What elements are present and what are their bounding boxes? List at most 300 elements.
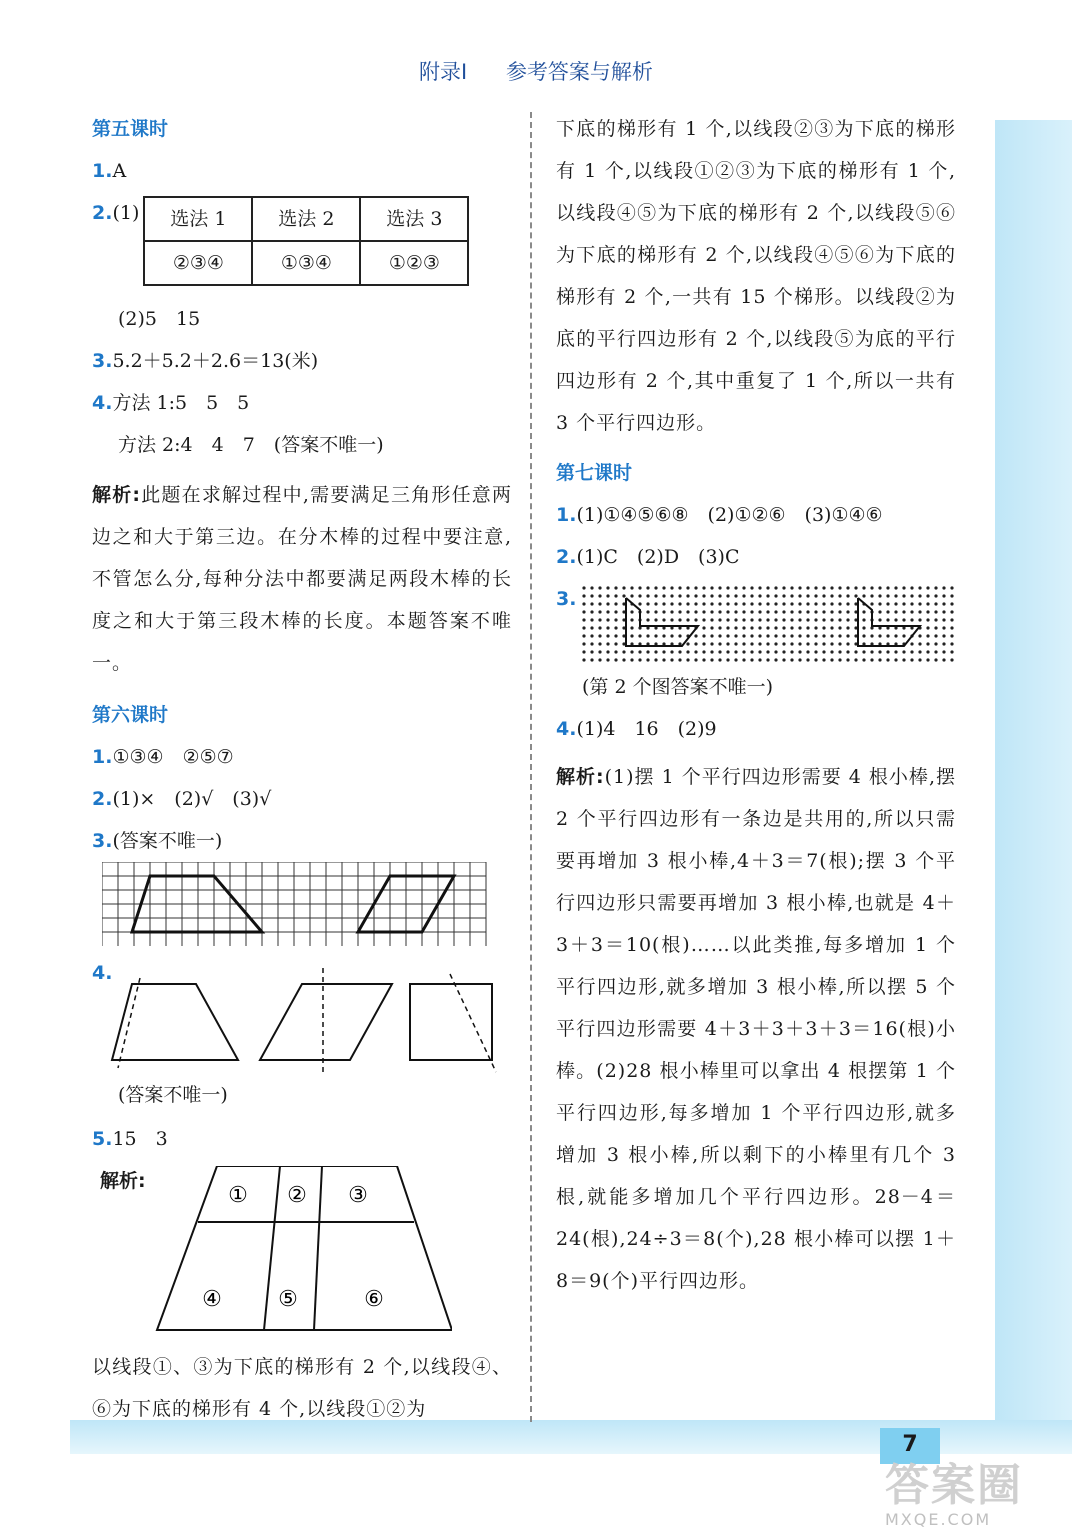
grid-dot [783,634,786,637]
grid-dot [583,626,586,629]
grid-dot [903,650,906,653]
grid-dot [791,618,794,621]
analysis-label: 解析: [92,484,142,506]
grid-dot [775,626,778,629]
grid-dot [911,610,914,613]
table-cell: ①②③ [360,241,468,285]
grid-dot [783,602,786,605]
question-number: 2. [92,788,113,810]
grid-dot [927,650,930,653]
grid-dot [751,650,754,653]
grid-dot [583,602,586,605]
grid-dot [895,634,898,637]
grid-dot [783,610,786,613]
grid-dot [799,594,802,597]
grid-dot [735,634,738,637]
grid-dot [655,594,658,597]
grid-dot [823,642,826,645]
grid-dot [743,634,746,637]
grid-dot [799,610,802,613]
grid-dot [615,626,618,629]
grid-dot [663,658,666,661]
grid-dot [711,602,714,605]
grid-dot [879,594,882,597]
grid-dot [759,626,762,629]
l6-question-2 [92,778,512,820]
grid-dot [607,618,610,621]
grid-dot [855,650,858,653]
header-title: 参考答案与解析 [505,60,653,84]
cut-shapes-diagram [92,964,512,1074]
answer-text: (1)× (2)√ (3)√ [112,788,272,810]
grid-dot [935,634,938,637]
grid-dot [751,634,754,637]
grid-dot [639,602,642,605]
grid-dot [711,626,714,629]
grid-dot [879,634,882,637]
question-number: 2. [92,202,113,224]
grid-dot [935,658,938,661]
grid-dot [591,618,594,621]
grid-dot [695,650,698,653]
grid-dot [583,658,586,661]
grid-dot [807,650,810,653]
section-title-lesson6: 第六课时 [92,704,169,726]
grid-dot [831,634,834,637]
grid-dot [591,610,594,613]
grid-dot [663,610,666,613]
grid-dot [607,650,610,653]
grid-dot [655,610,658,613]
sub-label: (1) [112,202,140,224]
l7-question-1 [556,494,956,536]
grid-dot [743,586,746,589]
grid-dot [791,602,794,605]
grid-dot [719,602,722,605]
question-number: 1. [92,746,113,768]
grid-dot [767,618,770,621]
grid-dot [735,586,738,589]
grid-dot [943,586,946,589]
grid-dot [847,626,850,629]
grid-dot [591,594,594,597]
grid-dot [839,602,842,605]
grid-dot [663,650,666,653]
grid-dot [847,618,850,621]
l5-question-4-line2: 方法 2:4 4 7 (答案不唯一) [118,434,384,456]
grid-dot [767,634,770,637]
grid-dot [911,594,914,597]
grid-dot [663,586,666,589]
grid-dot [759,602,762,605]
grid-dot [775,634,778,637]
grid-dot [727,642,730,645]
answer-text: ①③④ ②⑤⑦ [112,746,234,768]
grid-dot [751,626,754,629]
grid-dot [671,618,674,621]
l6-question-1 [92,736,512,778]
grid-dot [815,658,818,661]
analysis-label: 解析: [556,766,605,788]
grid-dot [767,586,770,589]
grid-dot [775,602,778,605]
grid-dot [839,634,842,637]
grid-dot [631,658,634,661]
answer-text: (1)C (2)D (3)C [576,546,740,568]
grid-dot [727,610,730,613]
grid-dot [759,642,762,645]
analysis-lesson5 [92,474,512,684]
grid-dot [727,626,730,629]
grid-dot [719,642,722,645]
grid-dot [863,586,866,589]
grid-dot [719,594,722,597]
grid-dot [799,602,802,605]
grid-dot [615,658,618,661]
grid-dot [719,634,722,637]
grid-dot [919,602,922,605]
grid-dot [735,650,738,653]
grid-dot [863,658,866,661]
grid-dot [919,618,922,621]
l5-question-3 [92,340,512,382]
grid-dot [839,642,842,645]
grid-dot [671,658,674,661]
grid-dot [623,658,626,661]
grid-dot [943,642,946,645]
grid-dot [807,634,810,637]
grid-dot [727,602,730,605]
grid-dot [903,634,906,637]
grid-dot [903,610,906,613]
grid-dot [767,658,770,661]
grid-dot [767,594,770,597]
grid-dot [583,586,586,589]
grid-dot [919,586,922,589]
analysis-lesson6-figure [92,1160,512,1340]
grid-dot [655,602,658,605]
grid-dot [615,634,618,637]
grid-dot [895,594,898,597]
grid-dot [695,610,698,613]
grid-dot [671,610,674,613]
grid-dot [583,642,586,645]
question-number: 3. [92,830,113,852]
grid-dot [791,650,794,653]
grid-dot [887,634,890,637]
grid-dot [703,610,706,613]
grid-dot [615,650,618,653]
grid-dot [615,610,618,613]
grid-dot [623,586,626,589]
grid-dot [839,650,842,653]
grid-dot [943,594,946,597]
grid-dot [903,586,906,589]
grid-dot [767,610,770,613]
table-cell: ②③④ [144,241,252,285]
grid-dot [767,650,770,653]
grid-dot [727,634,730,637]
trapezoid-regions-diagram [152,1166,452,1336]
grid-dot [583,634,586,637]
grid-dot [935,602,938,605]
grid-dot [919,594,922,597]
grid-dot [935,650,938,653]
region-label: ② [287,1183,307,1208]
grid-dot [687,586,690,589]
left-column [92,108,512,1430]
grid-dot [831,626,834,629]
grid-dot [935,610,938,613]
grid-dot [751,610,754,613]
grid-dot [679,650,682,653]
watermark-logo [885,1462,1065,1532]
grid-dot [847,650,850,653]
grid-dot [679,594,682,597]
grid-dot [879,658,882,661]
grid-dot [711,618,714,621]
grid-dot [703,650,706,653]
grid-dot [599,634,602,637]
answer-text: 15 3 [112,1128,168,1150]
analysis-lesson7 [556,756,956,1302]
grid-dot [695,602,698,605]
grid-dot [759,634,762,637]
grid-dot [623,594,626,597]
analysis-text: (1)摆 1 个平行四边形需要 4 根小棒,摆 2 个平行四边形有一条边是共用的,所以只需要再增加 3 根小棒,4＋3＝7(根);摆 3 个平行四边形只需要再增加 3 根小棒,也就是 4＋3＋3＝10(根)……以此类推,每多增加 1 个平行四边形,就多增加 3 根小棒,所以摆 5 个平行四边形需要 4＋3＋3＋3＋3＝16(根)小棒。(2)28 根小棒里可以拿出 4 根摆第 1 个平行四边形,每多增加 1 个平行四边形,就多增加 3 根小棒,所以剩下的小棒里有几个 3 根,就能多增加几个平行四边形。28－4＝24(根),24÷3＝8(个),28 根小棒可以摆 1＋8＝9(个)平行四边形。 [556,766,956,1292]
grid-dot [663,634,666,637]
grid-dot [935,626,938,629]
grid-dot [719,626,722,629]
grid-dot [807,594,810,597]
parallelogram-cut-shape [260,984,392,1060]
grid-dot [695,594,698,597]
grid-dot [855,658,858,661]
grid-dot [615,642,618,645]
l5-question-2 [92,192,512,286]
grid-dot [855,586,858,589]
grid-dot [751,618,754,621]
grid-dot [599,650,602,653]
region-label: ④ [202,1287,222,1312]
grid-dot [815,594,818,597]
grid-dot [591,634,594,637]
grid-dot [895,602,898,605]
grid-dot [743,626,746,629]
grid-dot [863,594,866,597]
grid-dot [679,586,682,589]
grid-dot [671,586,674,589]
grid-dot [591,586,594,589]
grid-dot [719,610,722,613]
grid-dot [847,586,850,589]
grid-dot [727,650,730,653]
grid-dot [919,634,922,637]
dot-grid-diagram [576,582,956,666]
grid-dot [719,586,722,589]
grid-dot [839,658,842,661]
l7-question-4 [556,708,956,750]
table-header: 选法 2 [252,197,360,241]
grid-dot [951,658,954,661]
grid-dot [903,618,906,621]
selection-table [143,196,469,286]
grid-dot [847,602,850,605]
grid-dot [743,610,746,613]
grid-dot [631,594,634,597]
grid-dot [647,618,650,621]
grid-dot [703,602,706,605]
grid-dot [823,586,826,589]
l7-question-3 [556,578,956,666]
grid-dot [791,658,794,661]
grid-dot [895,610,898,613]
right-column [556,108,956,1302]
grid-dot [583,594,586,597]
question-number: 4. [92,962,113,984]
grid-dot [863,626,866,629]
grid-dot [591,626,594,629]
grid-dot [743,594,746,597]
grid-dot [927,634,930,637]
grid-dot [743,602,746,605]
grid-dot [911,586,914,589]
grid-dot [895,586,898,589]
grid-dot [879,618,882,621]
question-number: 4. [556,718,577,740]
grid-dot [631,634,634,637]
answer-text: (1)①④⑤⑥⑧ (2)①②⑥ (3)①④⑥ [576,504,883,526]
question-number: 3. [92,350,113,372]
grid-dot [783,618,786,621]
grid-dot [807,602,810,605]
grid-dot [847,594,850,597]
page-number: 7 [880,1428,940,1464]
question-number: 5. [92,1128,113,1150]
grid-dot [687,594,690,597]
grid-dot [695,642,698,645]
grid-dot [607,610,610,613]
grid-dot [943,610,946,613]
grid-dot [839,586,842,589]
grid-dot [919,658,922,661]
grid-dot [711,658,714,661]
grid-dot [599,586,602,589]
grid-dot [775,650,778,653]
grid-dot [759,610,762,613]
grid-dot [607,602,610,605]
grid-dot [791,594,794,597]
grid-dot [935,618,938,621]
grid-dot [615,586,618,589]
l7-question-3-note: (第 2 个图答案不唯一) [582,676,773,698]
grid-dot [703,586,706,589]
grid-dot [831,610,834,613]
grid-dot [647,650,650,653]
grid-dot [935,642,938,645]
grid-dot [935,594,938,597]
grid-dot [847,610,850,613]
grid-dot [943,602,946,605]
grid-dot [839,626,842,629]
grid-dot [583,650,586,653]
grid-dot [935,586,938,589]
grid-dot [631,618,634,621]
grid-dot [631,586,634,589]
grid-dot [951,650,954,653]
grid-dot [823,602,826,605]
l6-question-4-note: (答案不唯一) [118,1084,228,1106]
grid-dot [951,602,954,605]
grid-dot [783,650,786,653]
grid-dot [671,634,674,637]
grid-dot [599,594,602,597]
grid-dot [631,610,634,613]
grid-dot [591,642,594,645]
grid-dot [791,642,794,645]
grid-dot [887,602,890,605]
grid-dot [807,610,810,613]
grid-dot [871,586,874,589]
grid-dot [751,658,754,661]
grid-dot [599,626,602,629]
grid-dot [943,626,946,629]
region-label: ⑤ [278,1287,298,1312]
column-divider [530,112,532,1422]
grid-dot [759,618,762,621]
dashed-cut-line [450,974,496,1072]
grid-dot [887,658,890,661]
grid-dot [807,586,810,589]
grid-dot [735,658,738,661]
grid-dot [647,594,650,597]
grid-dot [879,650,882,653]
grid-dot [807,618,810,621]
answer-text: (答案不唯一) [112,830,223,852]
grid-dot [703,594,706,597]
grid-dot [775,642,778,645]
grid-dot [687,650,690,653]
grid-dot [799,626,802,629]
grid-dot [639,658,642,661]
grid-dot [919,642,922,645]
grid-dot [647,610,650,613]
grid-dot [679,610,682,613]
grid-dot [799,618,802,621]
grid-dot [751,642,754,645]
grid-dot [871,634,874,637]
grid-dot [815,642,818,645]
grid-dot [735,602,738,605]
grid-dot [655,586,658,589]
grid-dot [823,618,826,621]
grid-dot [767,642,770,645]
grid-dot [839,610,842,613]
grid-dot [831,658,834,661]
grid-dot [591,658,594,661]
grid-dot [919,650,922,653]
grid-dot [943,658,946,661]
grid-dot [695,658,698,661]
grid-dot [663,602,666,605]
grid-dot [711,586,714,589]
grid-dot [711,610,714,613]
region-label: ⑥ [364,1287,384,1312]
grid-dot [711,634,714,637]
l6-question-3 [92,820,512,862]
grid-dot [775,586,778,589]
grid-dot [871,658,874,661]
